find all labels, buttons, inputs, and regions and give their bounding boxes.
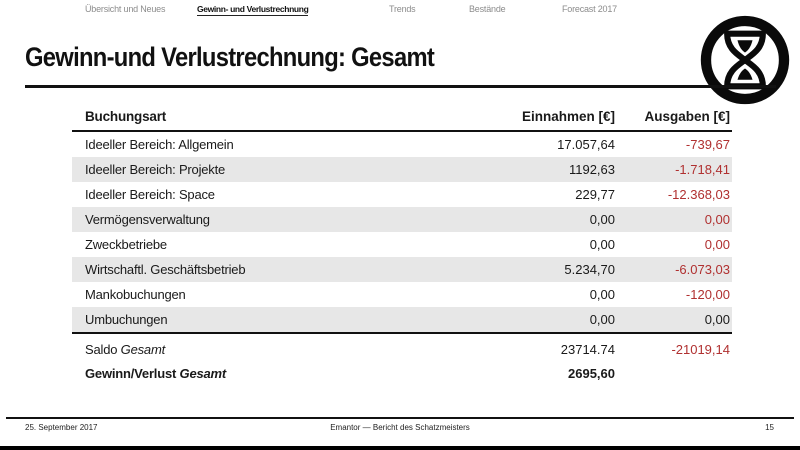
row-ausgaben: 0,00 xyxy=(704,237,730,252)
header-ausgaben: Ausgaben [€] xyxy=(644,109,730,124)
row-label: Ideeller Bereich: Space xyxy=(85,187,215,202)
summary-row-saldo xyxy=(72,337,732,361)
row-einnahmen: 0,00 xyxy=(589,237,615,252)
title-rule xyxy=(25,85,776,88)
footer-page-number: 15 xyxy=(765,423,774,432)
table-row xyxy=(72,232,732,257)
table-row xyxy=(72,282,732,307)
nav-item-forecast[interactable]: Forecast 2017 xyxy=(562,4,617,14)
pnl-table xyxy=(72,103,732,385)
summary-einnahmen: 23714.74 xyxy=(560,341,615,357)
summary-row-gewinn-verlust xyxy=(72,361,732,385)
row-einnahmen: 0,00 xyxy=(589,287,615,302)
footer-title: Emantor — Bericht des Schatzmeisters xyxy=(330,423,470,432)
nav-item-trends[interactable]: Trends xyxy=(389,4,416,14)
row-ausgaben: 0,00 xyxy=(704,212,730,227)
table-row xyxy=(72,157,732,182)
row-ausgaben: -120,00 xyxy=(685,287,730,302)
row-label: Ideeller Bereich: Projekte xyxy=(85,162,226,177)
hourglass-logo-icon xyxy=(698,13,792,107)
nav-item-uebersicht[interactable]: Übersicht und Neues xyxy=(85,4,166,14)
footer-rule xyxy=(6,417,794,419)
summary-label-text: Gewinn/Verlust xyxy=(85,365,177,381)
table-row xyxy=(72,132,732,157)
row-label: Ideeller Bereich: Allgemein xyxy=(85,137,234,152)
row-ausgaben: -739,67 xyxy=(685,137,730,152)
table-row xyxy=(72,182,732,207)
summary-label-scope: Gesamt xyxy=(120,341,165,357)
row-label: Umbuchungen xyxy=(85,312,168,327)
table-body xyxy=(72,132,732,334)
table-header-row xyxy=(72,103,732,132)
row-ausgaben: -12.368,03 xyxy=(667,187,730,202)
row-ausgaben: 0,00 xyxy=(704,312,730,327)
table-row xyxy=(72,257,732,282)
page-title: Gewinn-und Verlustrechnung: Gesamt xyxy=(25,42,435,72)
row-einnahmen: 0,00 xyxy=(589,312,615,327)
row-label: Vermögensverwaltung xyxy=(85,212,210,227)
row-einnahmen: 5.234,70 xyxy=(564,262,615,277)
row-einnahmen: 0,00 xyxy=(589,212,615,227)
nav-item-gewinn-verlust[interactable]: Gewinn- und Verlustrechnung xyxy=(197,4,309,14)
table-row xyxy=(72,207,732,232)
bottom-bar xyxy=(0,446,800,450)
header-buchungsart: Buchungsart xyxy=(85,109,167,124)
table-summary xyxy=(72,337,732,385)
summary-label xyxy=(72,366,472,381)
footer-date: 25. September 2017 xyxy=(25,423,98,432)
row-label: Mankobuchungen xyxy=(85,287,186,302)
row-label: Zweckbetriebe xyxy=(85,237,167,252)
table-row xyxy=(72,307,732,332)
row-einnahmen: 229,77 xyxy=(575,187,615,202)
summary-einnahmen: 2695,60 xyxy=(568,365,615,381)
row-einnahmen: 17.057,64 xyxy=(557,137,615,152)
summary-label xyxy=(72,342,472,357)
header-einnahmen: Einnahmen [€] xyxy=(521,109,615,124)
summary-label-scope: Gesamt xyxy=(179,365,227,381)
row-ausgaben: -1.718,41 xyxy=(675,162,730,177)
summary-label-text: Saldo xyxy=(85,341,118,357)
row-label: Wirtschaftl. Geschäftsbetrieb xyxy=(85,262,246,277)
summary-ausgaben: -21019,14 xyxy=(671,341,730,357)
row-ausgaben: -6.073,03 xyxy=(675,262,730,277)
nav-item-bestaende[interactable]: Bestände xyxy=(469,4,506,14)
row-einnahmen: 1192,63 xyxy=(568,162,615,177)
